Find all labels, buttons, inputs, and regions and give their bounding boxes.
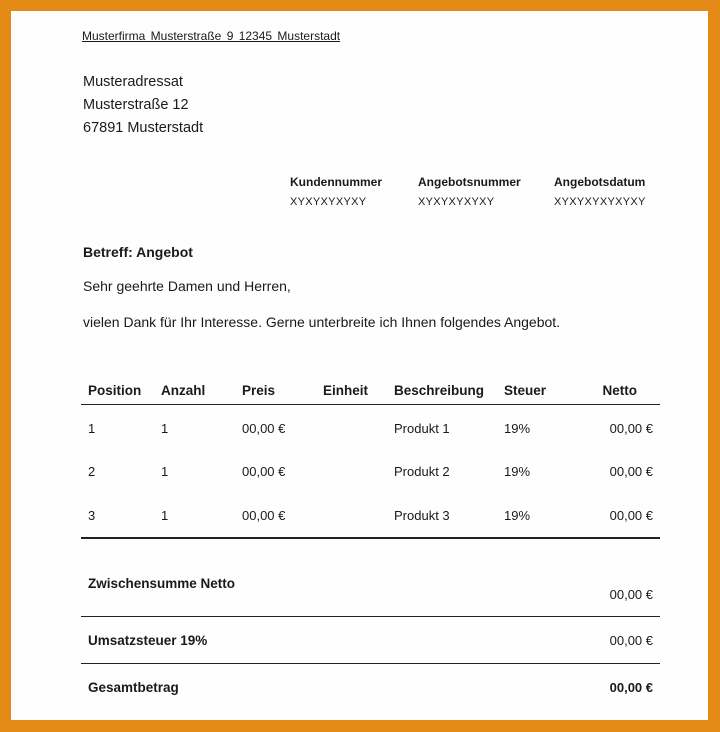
row-net: 00,00 € [609,421,653,436]
row-net: 00,00 € [609,464,653,479]
row-description: Produkt 2 [394,464,450,479]
recipient-name: Musteradressat [83,74,183,90]
subtotal-rule [81,616,660,617]
row-position: 1 [88,421,96,436]
total-label: Gesamtbetrag [88,680,179,695]
sender-line: Musterfirma Musterstraße 9 12345 Musterstadt [82,29,341,43]
customer-number-label: Kundennummer [290,175,383,189]
offer-date-label: Angebotsdatum [554,175,646,189]
offer-number-label: Angebotsnummer [418,175,521,189]
subject-line: Betreff: Angebot [83,244,193,260]
row-description: Produkt 1 [394,421,450,436]
header-tax: Steuer [504,383,547,398]
row-net: 00,00 € [609,508,653,523]
total-value: 00,00 € [609,680,653,695]
table-bottom-rule [81,537,660,539]
row-quantity: 1 [161,464,169,479]
recipient-street: Musterstraße 12 [83,97,189,113]
header-price: Preis [242,383,276,398]
header-position: Position [88,383,142,398]
vat-rule [81,663,660,664]
row-description: Produkt 3 [394,508,450,523]
row-position: 3 [88,508,96,523]
row-tax: 19% [504,508,531,523]
header-description: Beschreibung [394,383,485,398]
offer-number-value: XYXYXYXYXY [418,196,495,208]
row-tax: 19% [504,421,531,436]
vat-value: 00,00 € [609,633,653,648]
offer-date-value: XYXYXYXYXYXY [554,196,646,208]
header-quantity: Anzahl [161,383,206,398]
row-price: 00,00 € [242,508,286,523]
row-quantity: 1 [161,508,169,523]
row-position: 2 [88,464,96,479]
subtotal-value: 00,00 € [609,587,653,602]
table-header-rule [81,404,660,405]
row-quantity: 1 [161,421,169,436]
offer-document [11,11,708,720]
vat-label: Umsatzsteuer 19% [88,633,208,648]
recipient-city: 67891 Musterstadt [83,120,204,136]
customer-number-value: XYXYXYXYXY [290,196,367,208]
row-tax: 19% [504,464,531,479]
intro-text: vielen Dank für Ihr Interesse. Gerne unterbreite ich Ihnen folgendes Angebot. [83,314,561,330]
header-unit: Einheit [323,383,369,398]
row-price: 00,00 € [242,421,286,436]
header-net: Netto [602,383,637,398]
salutation: Sehr geehrte Damen und Herren, [83,278,291,294]
subtotal-label: Zwischensumme Netto [88,576,236,591]
row-price: 00,00 € [242,464,286,479]
